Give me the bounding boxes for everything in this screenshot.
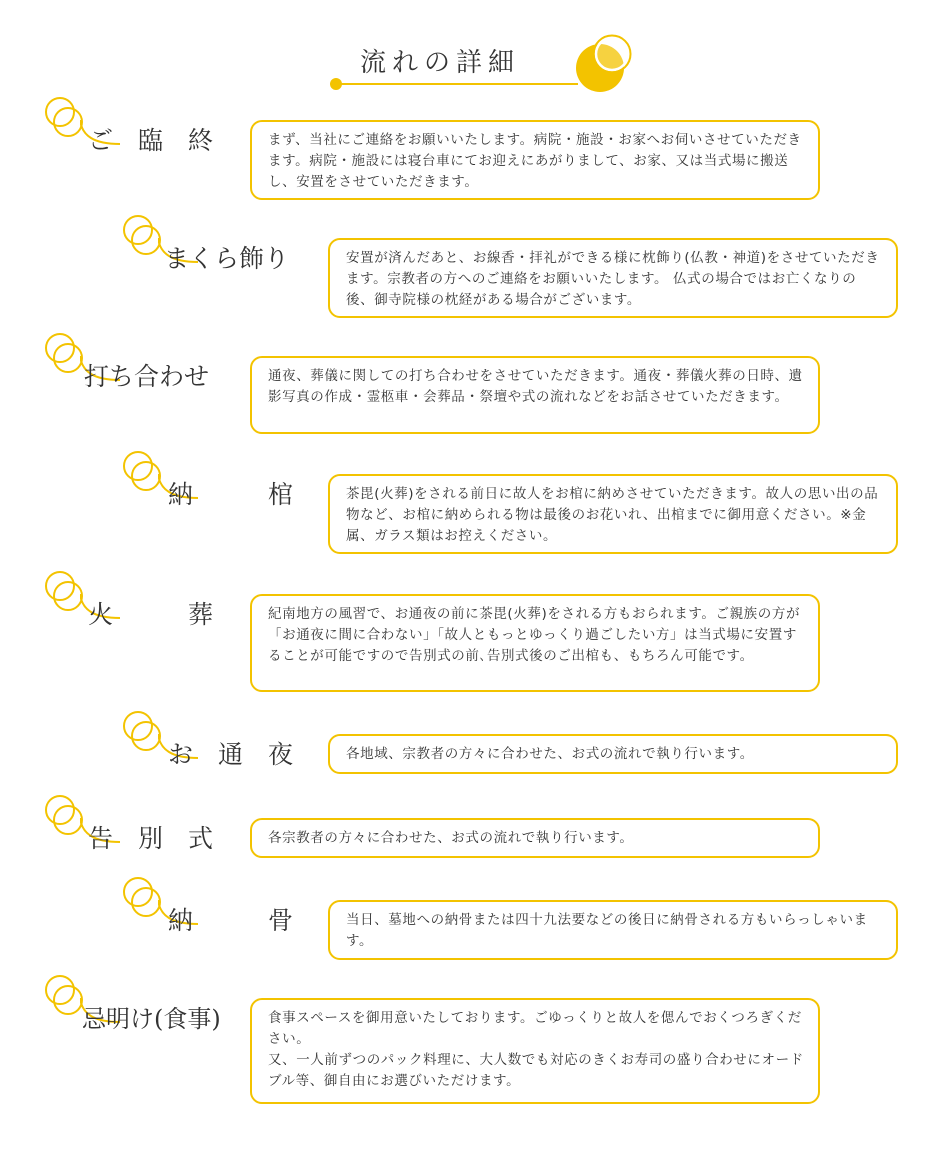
step-label: 火 葬 — [88, 600, 214, 629]
page-title: 流れの詳細 — [360, 48, 521, 78]
title-circles-icon — [572, 34, 634, 94]
step-label: 打ち合わせ — [84, 362, 210, 391]
step-description: 各地域、宗教者の方々に合わせた、お式の流れで執り行います。 — [328, 734, 898, 774]
step-label: お 通 夜 — [168, 740, 294, 769]
step-description: 各宗教者の方々に合わせた、お式の流れで執り行います。 — [250, 818, 820, 858]
step-label: まくら飾り — [164, 244, 290, 273]
step-description: 食事スペースを御用意いたしております。ごゆっくりと故人を偲んでおくつろぎください。 又、一人前ずつのパック料理に、大人数でも対応のきくお寿司の盛り合わせにオードブル等、御自由にお選びいただけます。 — [250, 998, 820, 1104]
step-description: まず、当社にご連絡をお願いいたします。病院・施設・お家へお伺いさせていただきます。病院・施設には寝台車にてお迎えにあがりまして、お家、又は当式場に搬送し、安置をさせていただきます。 — [250, 120, 820, 200]
step-label: 忌明け(食事) — [82, 1005, 221, 1033]
title-underline-dot — [330, 78, 342, 90]
step-description: 茶毘(火葬)をされる前日に故人をお棺に納めさせていただきます。故人の思い出の品物など、お棺に納められる物は最後のお花いれ、出棺までに御用意ください。※金属、ガラス類はお控えください。 — [328, 474, 898, 554]
step-label: 納 棺 — [168, 480, 294, 509]
page-header — [330, 34, 630, 96]
title-underline — [338, 83, 578, 85]
step-description: 通夜、葬儀に関しての打ち合わせをさせていただきます。通夜・葬儀火葬の日時、遺影写真の作成・霊柩車・会葬品・祭壇や式の流れなどをお話させていただきます。 — [250, 356, 820, 434]
step-label: 告 別 式 — [88, 824, 214, 853]
step-description: 安置が済んだあと、お線香・拝礼ができる様に枕飾り(仏教・神道)をさせていただきます。宗教者の方へのご連絡をお願いいたします。 仏式の場合ではお亡くなりの後、御寺院様の枕経がある場合がございます。 — [328, 238, 898, 318]
step-description: 当日、墓地への納骨または四十九法要などの後日に納骨される方もいらっしゃいます。 — [328, 900, 898, 960]
step-label: ご 臨 終 — [88, 126, 214, 155]
step-description: 紀南地方の風習で、お通夜の前に茶毘(火葬)をされる方もおられます。ご親族の方が「お通夜に間に合わない」「故人ともっとゆっくり過ごしたい方」は当式場に安置することが可能ですので告別式の前､告別式後のご出棺も、もちろん可能です。 — [250, 594, 820, 692]
step-label: 納 骨 — [168, 906, 294, 935]
